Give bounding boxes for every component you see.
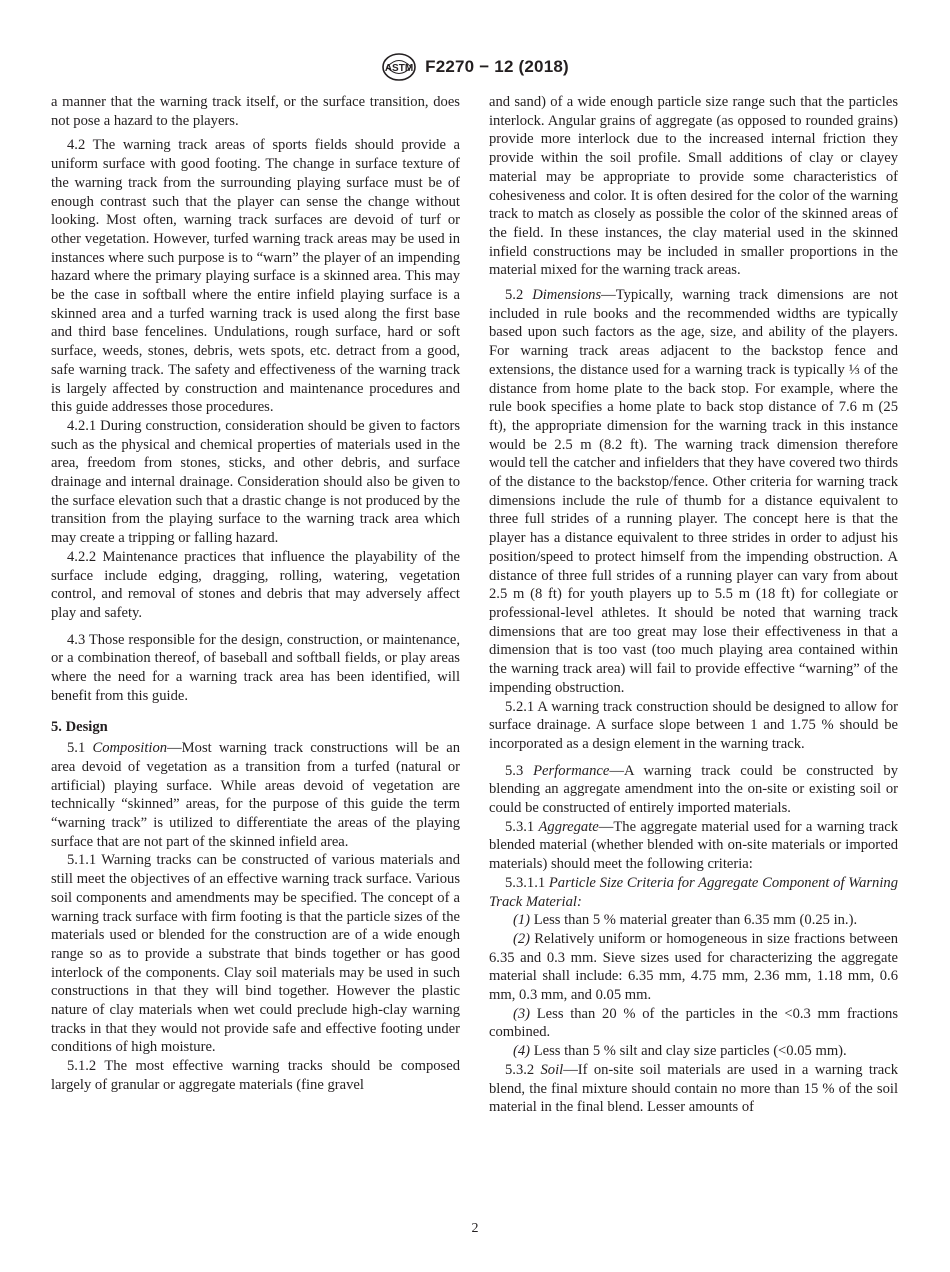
standard-designation: F2270 − 12 (2018) [425,57,569,76]
criteria-item-1: (1) Less than 5 % material greater than 6.35 mm (0.25 in.). [513,912,858,929]
section-5-3: 5.3 Performance—A warning track could be constructed by blending an aggregate amendment into the on-site or existing soil or could be constructed of entirely imported materials. [489,762,899,817]
astm-logo-icon [381,52,417,82]
section-4-3: 4.3 Those responsible for the design, construction, or maintenance, or a combination thereof, of baseball and softball fields, or play areas where the need for a warning track area has been identified, will benefit from this guide. [51,631,460,704]
section-5-3-2: 5.3.2 Soil—If on-site soil materials are used in a warning track blend, the final mixture should contain no more than 15 % of the soil material in the final blend. Lesser amounts of [489,1061,898,1116]
section-5-3-1-1: 5.3.1.1 Particle Size Criteria for Aggregate Component of Warning Track Material: [489,874,899,910]
criteria-item-4: (4) Less than 5 % silt and clay size particles (<0.05 mm). [513,1043,847,1060]
section-5-heading: 5. Design [51,718,108,735]
section-5-1-2: 5.1.2 The most effective warning tracks should be composed largely of granular or aggregate materials (fine gravel [51,1058,460,1093]
criteria-item-2: (2) Relatively uniform or homogeneous in size fractions between 6.35 and 0.3 mm. Sieve sizes used for characterizing the aggregate material shall include: 6.35 mm, 4.75 mm, 2.36 mm, 1.18 mm, 0.6 mm, 0.3 mm, and 0.05 mm. [489,930,898,1004]
section-5-1: 5.1 Composition—Most warning track constructions will be an area devoid of vegetation as a transition from a turfed (natural or artificial) playing surface. While areas devoid of vegetation are technically “skinned” areas, for the purpose of this guide the term “warning track” is utilized to differentiate the areas of the playing surface that are not part of the skinned infield area. [51,740,460,850]
section-4-2: 4.2 The warning track areas of sports fields should provide a uniform surface with good footing. The change in surface texture of the warning track from the surrounding playing surface must be of enough contrast such that the player can sense the change without looking. Most often, warning track surfaces are devoid of turf or other vegetation. However, turfed warning track areas may be used in instances where such purpose is to “warn” the player of an impending hazard where the primary playing surface is a skinned area. This may be the case in softball where the entire infield playing surface is a skinned area and a turfed warning track is used along the first base and third base fencelines. Undulations, rough surface, hard or soft surface, weeds, stones, debris, wets spots, etc. detract from a good, safe warning track. The safety and effectiveness of the warning track is largely affected by construction and maintenance procedures and this guide addresses those procedures. [51,137,460,416]
section-5-2: 5.2 Dimensions—Typically, warning track dimensions are not included in rule books and the recommended widths are typically based upon such factors as the age, size, and ability of the players. For warning track areas adjacent to the backstop fence and extensions, the distance used for a warning track is typically ⅓ of the distance from home plate to the back stop. For example, where the rule book specifies a home plate to back stop distance of 7.6 m (25 ft), the appropriate dimension for the warning track in this instance would be 2.5 m (8.2 ft). The warning track dimension therefore would tell the catcher and infielders that they have covered two thirds of the distance to the backstop/fence. Other criteria for warning track dimensions include the rule of thumb for a distance equivalent to three full strides of a running player. The concept here is that the player has a distance equivalent to three strides in order to adjust his position/speed to protect himself from the impending obstruction. A distance of three full strides of a running player can vary from about 2.5 m (8 ft) for youth players up to 5.5 m (18 ft) for collegiate or professional-level athletes. It should be noted that warning track dimensions that are too great may lose their effectiveness in that a dimension that is too vast (too much playing area contained within the warning track area) will fail to provide effective “warning” of the impending obstruction. [489,287,898,696]
svg-text:ASTM: ASTM [384,63,414,74]
page-number: 2 [471,1221,479,1236]
paragraph-continuation: a manner that the warning track itself, or the surface transition, does not pose a hazard to the players. [51,94,460,129]
paragraph-continuation: and sand) of a wide enough particle size range such that the particles interlock. Angular grains of aggregate (as opposed to rounded grains) provide more interlock due to the increased internal friction they provide within the soil profile. Small additions of clay or clayey material may be appropriate to provide some characteristics of cohesiveness and color. It is often desired for the color of the warning track to match as closely as possible the color of the skinned areas of the field. In these instances, the clay material used in the skinned infield constructions may be included in smaller proportions in the material mixed for the warning track areas. [489,94,898,279]
section-5-3-1: 5.3.1 Aggregate—The aggregate material used for a warning track blended material (whether blended with on-site materials or imported materials) should meet the following criteria: [489,818,899,873]
criteria-item-3: (3) Less than 20 % of the particles in the <0.3 mm fractions combined. [489,1005,898,1041]
section-4-2-2: 4.2.2 Maintenance practices that influence the playability of the surface include edging, dragging, rolling, watering, vegetation control, and removal of stones and debris that may adversely affect play and safety. [51,548,460,621]
section-4-2-1: 4.2.1 During construction, consideration should be given to factors such as the physical and chemical properties of materials used in the area, freedom from stones, sticks, and other debris, and surface drainage and internal drainage. Consideration should also be given to the surface elevation such that a drastic change is not produced by the transition from the playing surface to the warning track area which may create a tripping or falling hazard. [51,417,460,547]
section-5-1-1: 5.1.1 Warning tracks can be constructed of various materials and still meet the objectives of an effective warning track surface. Various soil components and amendments may be specified. The concept of a warning track surface with firm footing is that the particle sizes of the materials used or blended for the construction are of a wide enough range so as to provide a substrate that binds together or has good interlock of the components. Clay soil materials may be used in such constructions in that they will bind together. However the plastic nature of clay materials when wet could preclude high-clay warning tracks in that they would not provide safe and effective footing under conditions of high moisture. [51,852,460,1056]
left-column [51,93,460,1095]
section-5-2-1: 5.2.1 A warning track construction should be designed to allow for surface drainage. A surface slope between 1 and 1.75 % should be incorporated as a design element in the warning track. [489,698,898,752]
page-header [0,52,950,86]
right-column [489,93,898,1117]
